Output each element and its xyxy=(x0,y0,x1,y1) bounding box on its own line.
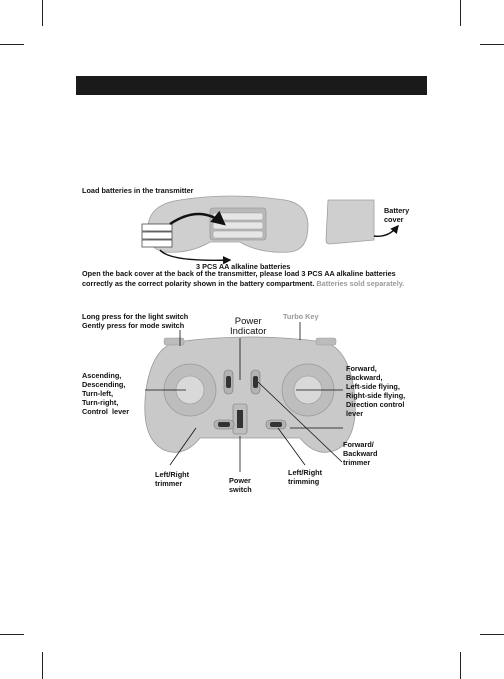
lr-trimmer-left-label: Left/Right trimmer xyxy=(155,470,190,488)
power-indicator-label: Power Indicator xyxy=(230,316,267,337)
instruction-line-2: correctly as the correct polarity shown in the battery compartment. xyxy=(82,279,315,288)
left-lever-label: Ascending, Descending, Turn-left, Turn-right, Control lever xyxy=(82,371,130,416)
lr-trimming-right-label: Left/Right trimming xyxy=(288,468,323,486)
right-lever-label: Forward, Backward, Left-side flying, Right-side flying, Direction control lever xyxy=(346,364,406,418)
battery-section-title: Load batteries in the transmitter xyxy=(82,186,194,195)
batteries-label: 3 PCS AA alkaline batteries xyxy=(196,262,291,271)
battery-cover-label: Battery cover xyxy=(384,206,410,224)
instruction-faded: Batteries sold separately. xyxy=(316,279,405,288)
light-switch-label: Long press for the light switch Gently press for mode switch xyxy=(82,312,189,330)
fb-trimmer-label: Forward/ Backward trimmer xyxy=(343,440,378,467)
turbo-key-label: Turbo Key xyxy=(283,312,319,321)
power-switch-label: Power switch xyxy=(229,476,252,494)
instruction-line-1: Open the back cover at the back of the transmitter, please load 3 PCS AA alkaline batteries xyxy=(82,269,396,278)
